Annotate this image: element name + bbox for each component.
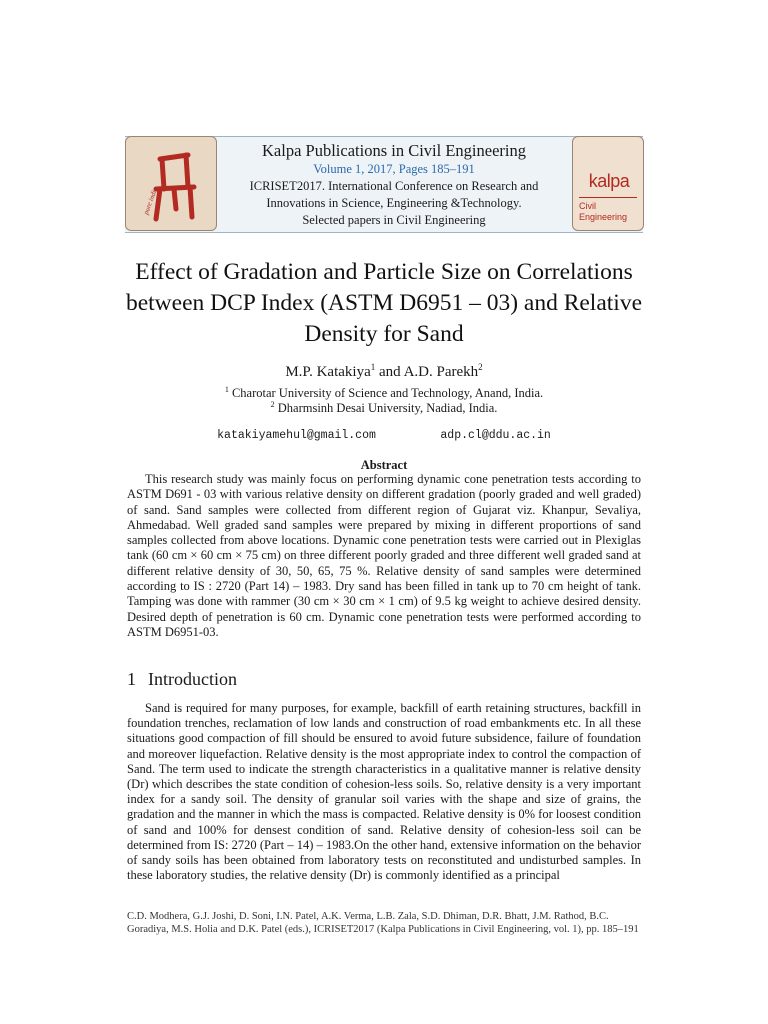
conference-description: ICRISET2017. International Conference on Research and Innovations in Science, Engineering &Technology. Selected papers in Civil Engineering bbox=[249, 179, 539, 227]
section-heading bbox=[127, 669, 237, 690]
abstract-text: This research study was mainly focus on performing dynamic cone penetration tests according to ASTM D691 - 03 with various relative density on different gradation (poorly graded and well graded) of sand. Sand samples were collected from different region of Gujarat viz. Khanpur, Sevaliya, Ahmedabad. Well graded sand samples were prepared by mixing in different proportions of sand samples collected from above locations. Dynamic cone penetration tests were carried out in Plexiglas tank (60 cm × 60 cm × 75 cm) on three different poorly graded and three different well graded sand at different relative density of 30, 50, 65, 75 %. Relative density of sand samples were determined according to IS : 2720 (Part 14) – 1983. Dry sand has been filled in tank up to 70 cm height of tank. Tamping was done with rammer (30 cm × 30 cm × 1 cm) of 9.5 kg weight to achieve desired density. Desired depth of penetration is 60 cm. Dynamic cone penetration tests were performed according to ASTM D6951-03. bbox=[127, 472, 641, 639]
publication-volume: Volume 1, 2017, Pages 185–191 bbox=[313, 162, 475, 176]
section-number: 1 bbox=[127, 669, 136, 689]
emblem-script: pure india bbox=[142, 186, 160, 216]
paper-title: Effect of Gradation and Particle Size on Correlations between DCP Index (ASTM D6951 – 03) and Relative Density for Sand bbox=[125, 259, 643, 347]
kalpa-emblem-logo bbox=[125, 136, 217, 231]
email-link[interactable]: katakiyamehul@gmail.com bbox=[217, 429, 376, 442]
affiliation-text: Charotar University of Science and Technology, Anand, India. bbox=[228, 386, 544, 401]
email-link[interactable]: adp.cl@ddu.ac.in bbox=[440, 429, 551, 442]
publication-title: Kalpa Publications in Civil Engineering bbox=[262, 141, 526, 160]
logo-divider bbox=[579, 197, 637, 198]
affiliation-text: Dharmsinh Desai University, Nadiad, India. bbox=[274, 401, 498, 416]
author-emails bbox=[0, 429, 768, 442]
affiliation-mark: 1 bbox=[224, 385, 229, 394]
author-line bbox=[0, 362, 768, 381]
introduction-text: Sand is required for many purposes, for example, backfill of earth retaining structures, backfill in foundation trenches, reclamation of low lands and construction of road embankments etc. In all these situations good compaction of fill should be ensured to avoid future subsidence, failure of foundation and moreover liquefaction. Relative density is the most appropriate index to control the compaction of Sand. The term used to indicate the strength characteristics in a qualitative manner is relative density (Dr) which describes the state condition of cohesion-less soils. So, relative density is a very important index for a sandy soil. The density of granular soil varies with the shape and size of grains, the gradation and the manner in which the mass is compacted. Relative density is 0% for loosest condition of sand and 100% for densest condition of sand. Relative density of cohesion-less soil can be determined from IS: 2720 (Part – 14) – 1983.On the other hand, extensive information on the behavior of sandy soils has been obtained from laboratory tests on reconstituted and undisturbed samples. In these laboratory studies, the relative density (Dr) is commonly identified as a principal bbox=[127, 701, 641, 883]
author-affiliation-mark: 2 bbox=[478, 362, 483, 372]
author-affiliation-mark: 1 bbox=[370, 362, 376, 372]
section-title: Introduction bbox=[148, 669, 237, 689]
abstract-heading: Abstract bbox=[360, 458, 408, 472]
affiliation-2 bbox=[0, 400, 768, 416]
affiliation-1 bbox=[0, 385, 768, 401]
affiliation-mark: 2 bbox=[270, 400, 275, 409]
author-name: M.P. Katakiya bbox=[285, 364, 371, 380]
publication-header-text bbox=[218, 140, 570, 229]
author-conjunction: and bbox=[375, 364, 404, 380]
author-name: A.D. Parekh bbox=[403, 364, 479, 380]
kalpa-wordmark: kalpa bbox=[588, 171, 630, 191]
chair-emblem-icon bbox=[126, 137, 218, 232]
kalpa-civil-engineering-logo bbox=[572, 136, 644, 231]
logo-subtitle: Civil Engineering bbox=[579, 201, 628, 222]
citation-footer: C.D. Modhera, G.J. Joshi, D. Soni, I.N. Patel, A.K. Verma, L.B. Zala, S.D. Dhiman, D.R. Bhatt, J.M. Rathod, B.C. Goradiya, M.S. Holia and D.K. Patel (eds.), ICRISET2017 (Kalpa Publications in Civil Engineering, vol. 1), pp. 185–191 bbox=[127, 911, 639, 935]
